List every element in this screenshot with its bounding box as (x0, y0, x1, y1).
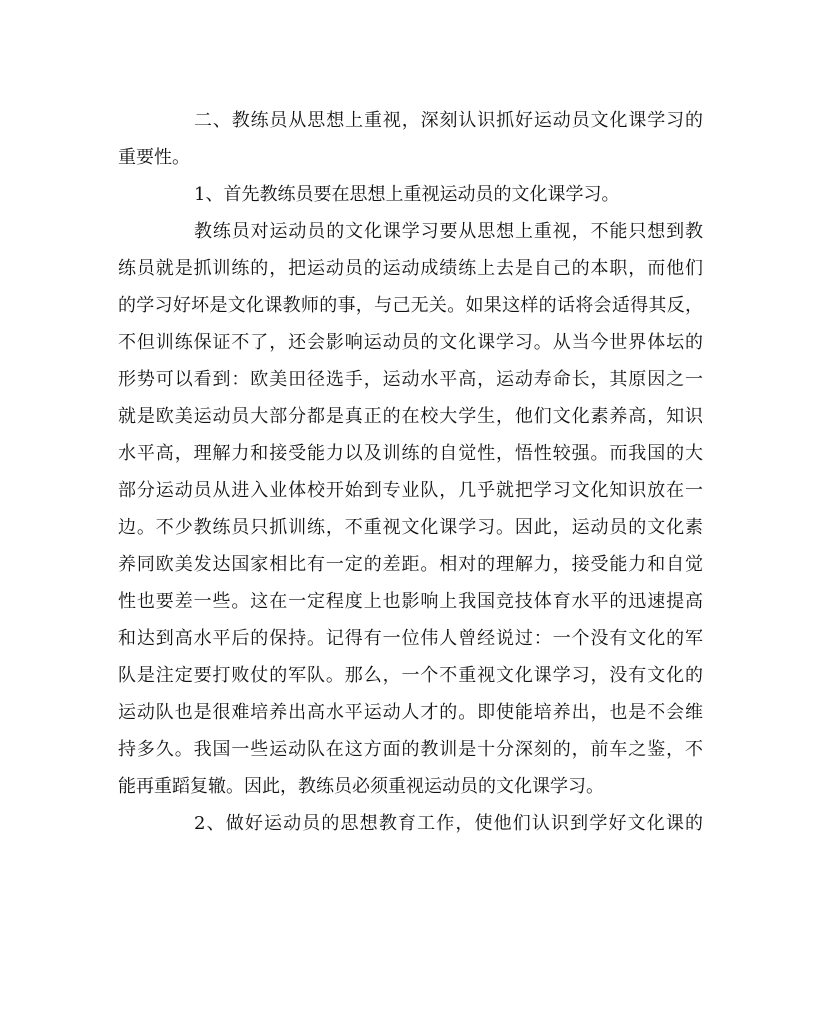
paragraph-line: 不但训练保证不了，还会影响运动员的文化课学习。从当今世界体坛的 (118, 332, 703, 353)
section-heading-line-2: 重要性。 (118, 147, 190, 168)
paragraph-line: 边。不少教练员只抓训练，不重视文化课学习。因此，运动员的文化素 (118, 517, 703, 538)
paragraph-line: 部分运动员从进入业体校开始到专业队，几乎就把学习文化知识放在一 (118, 480, 703, 501)
section-heading-line-1: 二、教练员从思想上重视，深刻认识抓好运动员文化课学习的 (194, 110, 703, 131)
paragraph-line: 性也要差一些。这在一定程度上也影响上我国竞技体育水平的迅速提高 (118, 591, 703, 612)
subsection-heading-1: 1、首先教练员要在思想上重视运动员的文化课学习。 (194, 184, 620, 205)
paragraph-line: 的学习好坏是文化课教师的事，与己无关。如果这样的话将会适得其反， (118, 295, 703, 316)
paragraph-line: 持多久。我国一些运动队在这方面的教训是十分深刻的，前车之鉴，不 (118, 739, 703, 760)
paragraph-line: 运动队也是很难培养出高水平运动人才的。即使能培养出，也是不会维 (118, 702, 703, 723)
paragraph-line: 就是欧美运动员大部分都是真正的在校大学生，他们文化素养高，知识 (118, 406, 703, 427)
paragraph-line: 教练员对运动员的文化课学习要从思想上重视，不能只想到教 (194, 221, 703, 242)
paragraph-line: 练员就是抓训练的，把运动员的运动成绩练上去是自己的本职，而他们 (118, 258, 703, 279)
paragraph-line: 水平高，理解力和接受能力以及训练的自觉性，悟性较强。而我国的大 (118, 443, 703, 464)
subsection-heading-2: 2、做好运动员的思想教育工作，使他们认识到学好文化课的 (194, 813, 703, 834)
paragraph-line: 养同欧美发达国家相比有一定的差距。相对的理解力，接受能力和自觉 (118, 554, 703, 575)
document-body (118, 102, 703, 842)
paragraph-line-last: 能再重蹈复辙。因此，教练员必须重视运动员的文化课学习。 (118, 776, 604, 797)
paragraph-line: 队是注定要打败仗的军队。那么，一个不重视文化课学习，没有文化的 (118, 665, 703, 686)
paragraph-line: 和达到高水平后的保持。记得有一位伟人曾经说过：一个没有文化的军 (118, 628, 703, 649)
paragraph-line: 形势可以看到：欧美田径选手，运动水平高，运动寿命长，其原因之一 (118, 369, 703, 390)
